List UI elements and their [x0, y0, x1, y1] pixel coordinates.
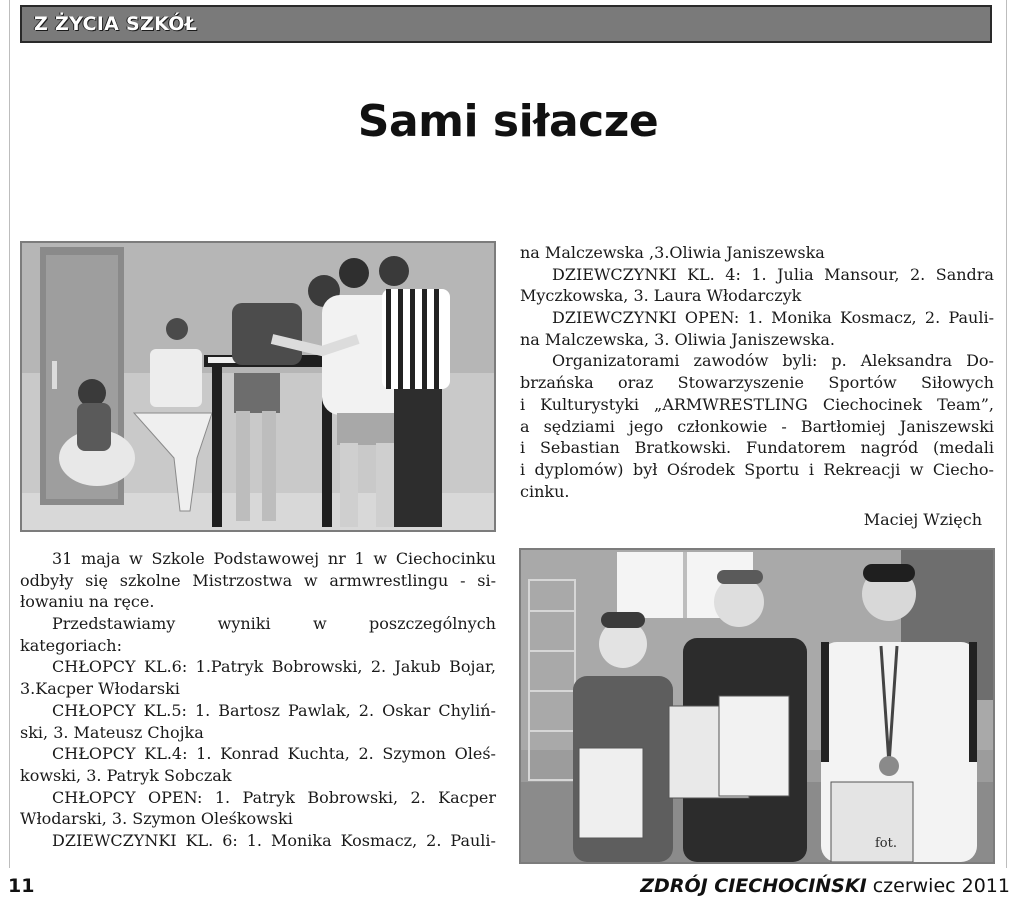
publication-footer: [640, 875, 1010, 897]
text-line: i Sebastian Bratkowski. Fundatorem nagród (medali: [520, 438, 994, 458]
text-line: Myczkowska, 3. Laura Włodarczyk: [520, 286, 802, 306]
text-line: brzańska oraz Stowarzyszenie Sportów Siłowych: [520, 373, 994, 393]
text-line: kowski, 3. Patryk Sobczak: [20, 765, 232, 785]
article-title: Sami siłacze: [357, 96, 659, 147]
text-line: 3.Kacper Włodarski: [20, 679, 180, 699]
text-line: Przedstawiamy wyniki w poszczególnych: [52, 614, 496, 634]
text-line: na Malczewska, 3. Oliwia Janiszewska.: [520, 329, 835, 349]
text-line: łowaniu na ręce.: [20, 592, 155, 612]
article-text-left-column: [20, 548, 496, 852]
text-line: odbyły się szkolne Mistrzostwa w armwrestlingu - si-: [20, 570, 496, 590]
text-line: Organizatorami zawodów byli: p. Aleksandra Do-: [552, 351, 994, 371]
text-line: CHŁOPCY OPEN: 1. Patryk Bobrowski, 2. Kacper: [52, 787, 496, 807]
article-author: Maciej Wzięch: [863, 510, 982, 529]
text-line: CHŁOPCY KL.5: 1. Bartosz Pawlak, 2. Oskar Chyliń-: [52, 700, 496, 720]
text-line: ski, 3. Mateusz Chojka: [20, 722, 204, 742]
publication-issue: czerwiec 2011: [872, 875, 1010, 897]
text-line: DZIEWCZYNKI KL. 6: 1. Monika Kosmacz, 2. Pauli-: [52, 830, 496, 850]
page-number: 11: [8, 875, 35, 897]
section-header-bar: [20, 5, 992, 43]
photo-medal-winners: [519, 548, 995, 864]
text-line: na Malczewska ,3.Oliwia Janiszewska: [520, 243, 825, 262]
photo-credit: fot.: [875, 836, 897, 851]
text-line: i dyplomów) był Ośrodek Sportu i Rekreacji w Ciecho-: [520, 459, 994, 479]
photo-armwrestling-match-illustration: [22, 243, 494, 530]
text-line: 31 maja w Szkole Podstawowej nr 1 w Ciechocinku: [52, 549, 496, 568]
publication-name: ZDRÓJ CIECHOCIŃSKI: [640, 875, 867, 897]
text-line: cinku.: [520, 481, 570, 501]
text-line: DZIEWCZYNKI KL. 4: 1. Julia Mansour, 2. Sandra: [552, 264, 994, 284]
text-line: i Kulturystyki „ARMWRESTLING Ciechocinek Team”,: [520, 394, 994, 414]
text-line: a sędziami jego członkowie - Bartłomiej Janiszewski: [520, 416, 994, 436]
text-line: CHŁOPCY KL.6: 1.Patryk Bobrowski, 2. Jakub Bojar,: [52, 657, 496, 677]
text-line: Włodarski, 3. Szymon Oleśkowski: [20, 809, 293, 829]
text-line: DZIEWCZYNKI OPEN: 1. Monika Kosmacz, 2. Pauli-: [552, 308, 994, 328]
text-line: CHŁOPCY KL.4: 1. Konrad Kuchta, 2. Szymon Oleś-: [52, 744, 496, 764]
photo-armwrestling-match: [20, 241, 496, 532]
article-text-right-column: [520, 242, 994, 502]
section-header-label: Z ŻYCIA SZKÓŁ: [34, 13, 198, 35]
photo-medal-winners-illustration: [521, 550, 993, 862]
text-line: kategoriach:: [20, 635, 122, 655]
